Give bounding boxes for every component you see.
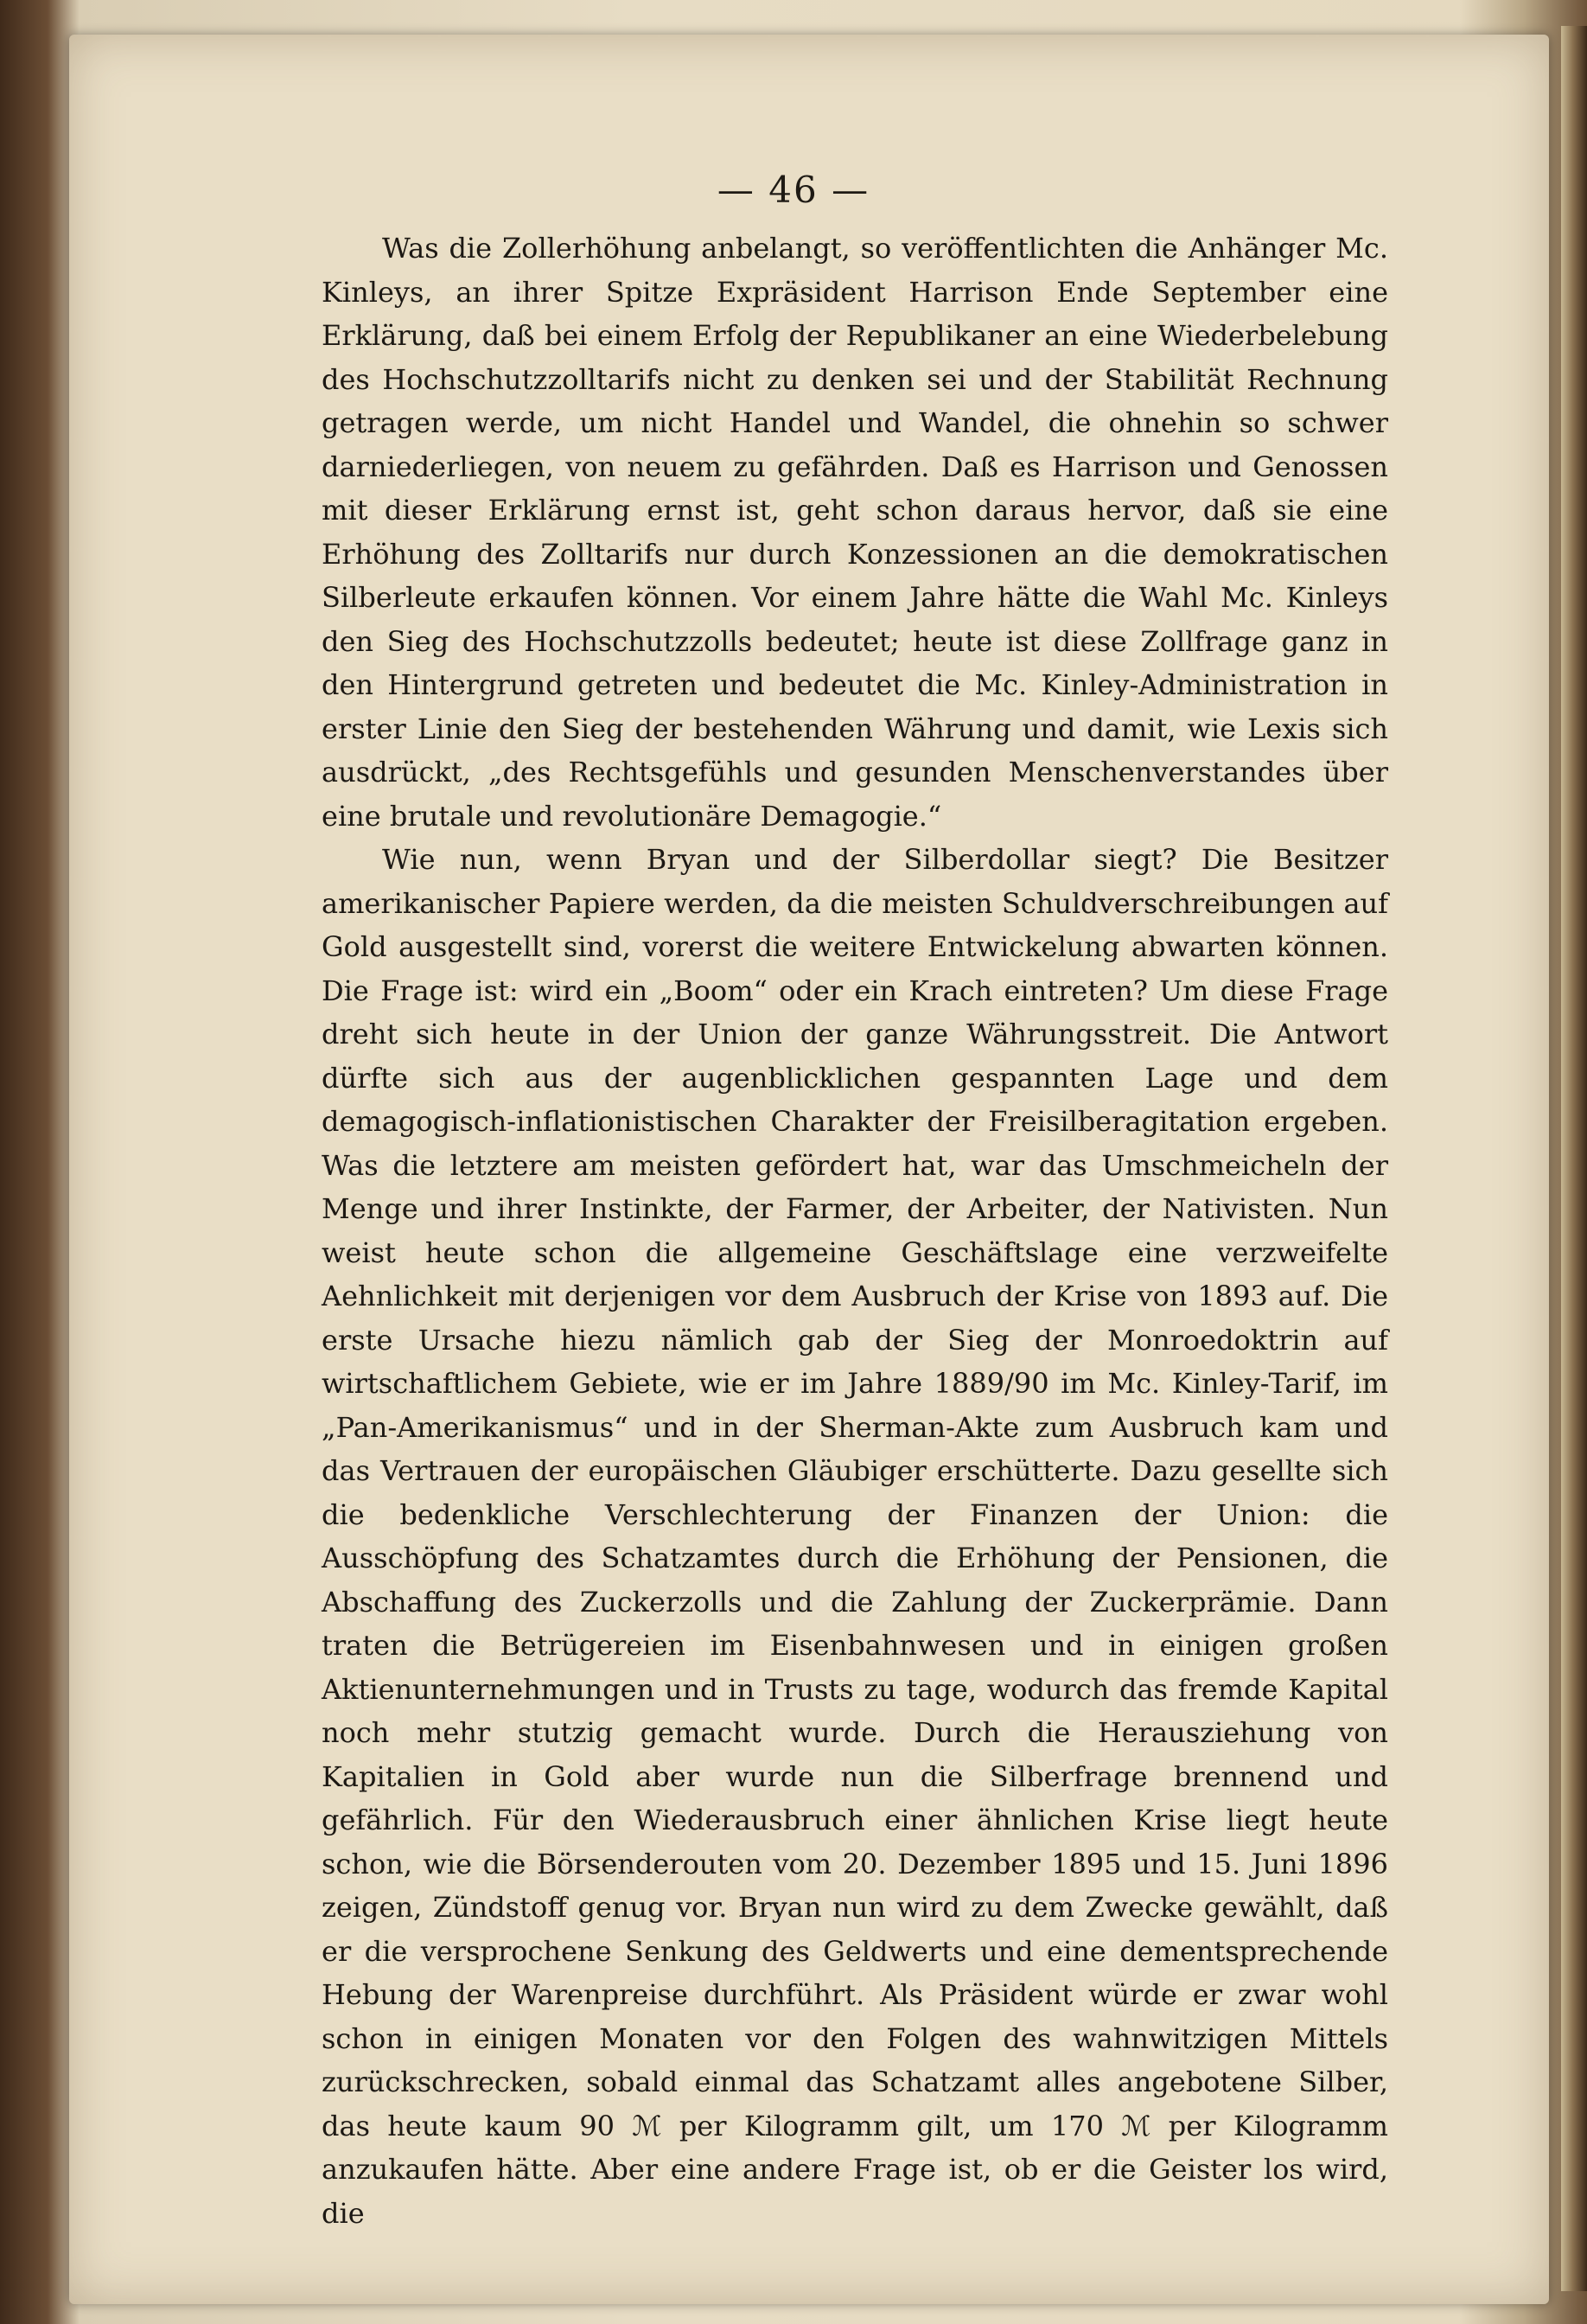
- body-text: [322, 227, 1388, 2235]
- book-spine-edge: [1561, 26, 1587, 2291]
- paragraph-1: Was die Zollerhöhung anbelangt, so veröffentlichten die Anhänger Mc. Kinleys, an ihrer Spitze Expräsident Harrison Ende September eine Erklärung, daß bei einem Erfolg der Republikaner an eine Wiederbelebung des Hochschutzzolltarifs nicht zu denken sei und der Stabilität Rechnung getragen werde, um nicht Handel und Wandel, die ohnehin so schwer darniederliegen, von neuem zu gefährden. Daß es Harrison und Genossen mit dieser Erklärung ernst ist, geht schon daraus hervor, daß sie eine Erhöhung des Zolltarifs nur durch Konzessionen an die demokratischen Silberleute erkaufen können. Vor einem Jahre hätte die Wahl Mc. Kinleys den Sieg des Hochschutzzolls bedeutet; heute ist diese Zollfrage ganz in den Hintergrund getreten und bedeutet die Mc. Kinley-Administration in erster Linie den Sieg der bestehenden Währung und damit, wie Lexis sich ausdrückt, „des Rechtsgefühls und gesunden Menschenverstandes über eine brutale und revolutionäre Demagogie.“: [322, 232, 1388, 833]
- paragraph-2: Wie nun, wenn Bryan und der Silberdollar siegt? Die Besitzer amerikanischer Papiere werden, da die meisten Schuldverschreibungen auf Gold ausgestellt sind, vorerst die weitere Entwickelung abwarten können. Die Frage ist: wird ein „Boom“ oder ein Krach eintreten? Um diese Frage dreht sich heute in der Union der ganze Währungsstreit. Die Antwort dürfte sich aus der augenblicklichen gespannten Lage und dem demagogisch-inflationistischen Charakter der Freisilberagitation ergeben. Was die letztere am meisten gefördert hat, war das Umschmeicheln der Menge und ihrer Instinkte, der Farmer, der Arbeiter, der Nativisten. Nun weist heute schon die allgemeine Geschäftslage eine verzweifelte Aehnlichkeit mit derjenigen vor dem Ausbruch der Krise von 1893 auf. Die erste Ursache hiezu nämlich gab der Sieg der Monroedoktrin auf wirtschaftlichem Gebiete, wie er im Jahre 1889/90 im Mc. Kinley-Tarif, im „Pan-Amerikanismus“ und in der Sherman-Akte zum Ausbruch kam und das Vertrauen der europäischen Gläubiger erschütterte. Dazu gesellte sich die bedenkliche Verschlechterung der Finanzen der Union: die Ausschöpfung des Schatzamtes durch die Erhöhung der Pensionen, die Abschaffung des Zuckerzolls und die Zahlung der Zuckerprämie. Dann traten die Betrügereien im Eisenbahnwesen und in einigen großen Aktienunternehmungen und in Trusts zu tage, wodurch das fremde Kapital noch mehr stutzig gemacht wurde. Durch die Herausziehung von Kapitalien in Gold aber wurde nun die Silberfrage brennend und gefährlich. Für den Wiederausbruch einer ähnlichen Krise liegt heute schon, wie die Börsenderouten vom 20. Dezember 1895 und 15. Juni 1896 zeigen, Zündstoff genug vor. Bryan nun wird zu dem Zwecke gewählt, daß er die versprochene Senkung des Geldwerts und eine dementsprechende Hebung der Warenpreise durchführt. Als Präsident würde er zwar wohl schon in einigen Monaten vor den Folgen des wahnwitzigen Mittels zurückschrecken, sobald einmal das Schatzamt alles angebotene Silber, das heute kaum 90 ℳ per Kilogramm gilt, um 170 ℳ per Kilogramm anzukaufen hätte. Aber eine andere Frage ist, ob er die Geister los wird, die: [322, 843, 1388, 2230]
- page-number: — 46 —: [717, 169, 870, 211]
